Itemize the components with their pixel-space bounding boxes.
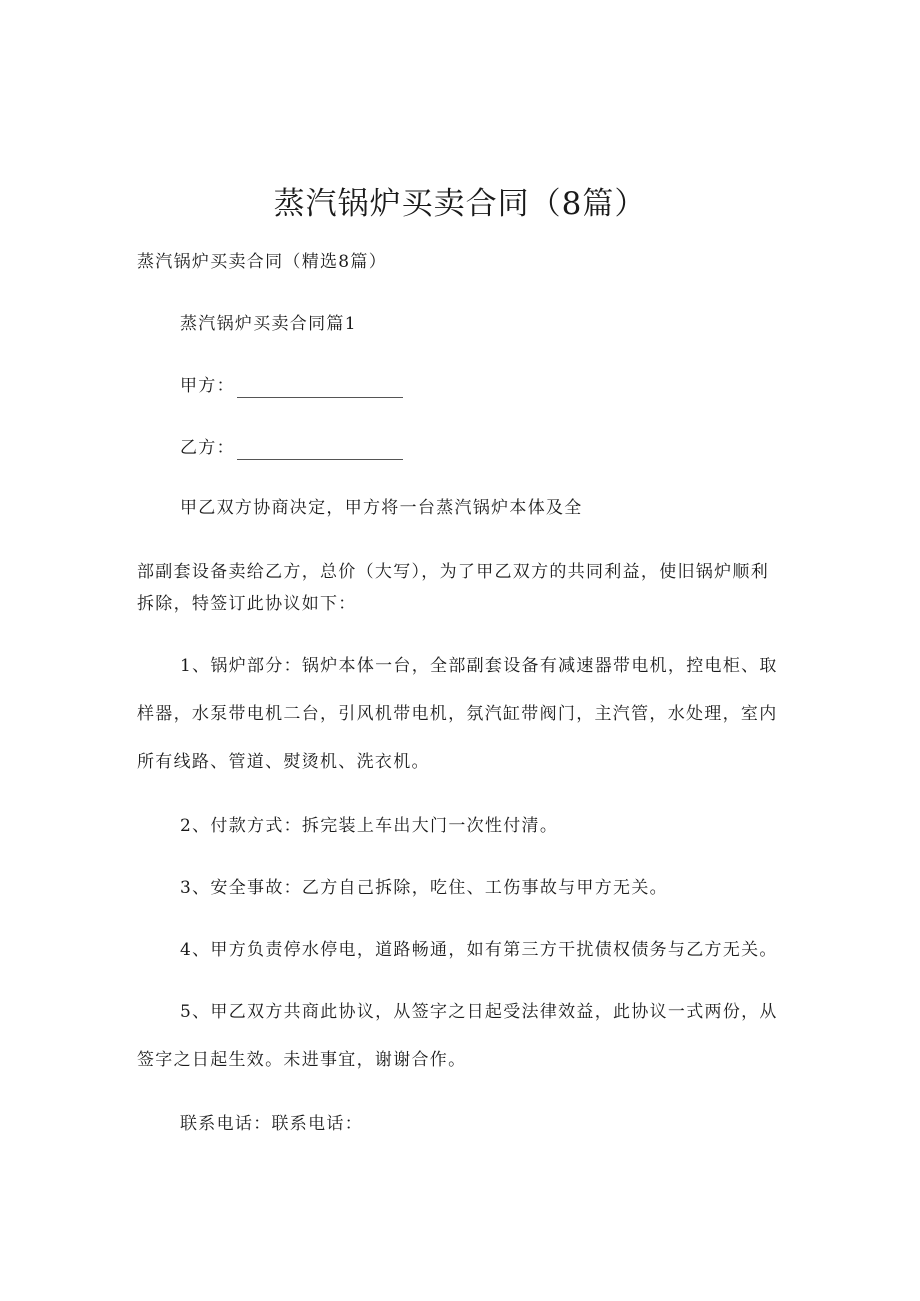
clause-1-line-2: 样器，水泵带电机二台，引风机带电机，氛汽缸带阀门，主汽管，水处理，室内	[137, 704, 778, 724]
clause-1-line-3: 所有线路、管道、熨烫机、洗衣机。	[137, 752, 430, 772]
section-heading: 蒸汽锅炉买卖合同篇1	[180, 314, 357, 334]
clause-2: 2、付款方式：拆完装上车出大门一次性付清。	[180, 816, 559, 836]
intro-line-3: 拆除，特签订此协议如下：	[137, 594, 357, 614]
document-subtitle: 蒸汽锅炉买卖合同（精选8篇）	[137, 252, 388, 272]
document-title: 蒸汽锅炉买卖合同（8篇）	[273, 186, 647, 222]
intro-line-1: 甲乙双方协商决定，甲方将一台蒸汽锅炉本体及全	[180, 498, 583, 518]
clause-3: 3、安全事故：乙方自己拆除，吃住、工伤事故与甲方无关。	[180, 878, 668, 898]
contact-line: 联系电话：联系电话：	[180, 1114, 363, 1134]
party-b-label: 乙方：	[180, 438, 235, 458]
party-a-line	[180, 374, 403, 398]
party-b-line	[180, 436, 403, 460]
party-b-blank	[237, 441, 403, 460]
clause-5-line-2: 签字之日起生效。未进事宜，谢谢合作。	[137, 1050, 467, 1070]
clause-1-line-1: 1、锅炉部分：锅炉本体一台，全部副套设备有减速器带电机，控电柜、取	[180, 656, 778, 676]
party-a-blank	[237, 379, 403, 398]
intro-line-2: 部副套设备卖给乙方，总价（大写），为了甲乙双方的共同利益，使旧锅炉顺利	[137, 562, 769, 582]
clause-5-line-1: 5、甲乙双方共商此协议，从签字之日起受法律效益，此协议一式两份，从	[180, 1002, 778, 1022]
clause-4: 4、甲方负责停水停电，道路畅通，如有第三方干扰债权债务与乙方无关。	[180, 940, 778, 960]
party-a-label: 甲方：	[180, 376, 235, 396]
